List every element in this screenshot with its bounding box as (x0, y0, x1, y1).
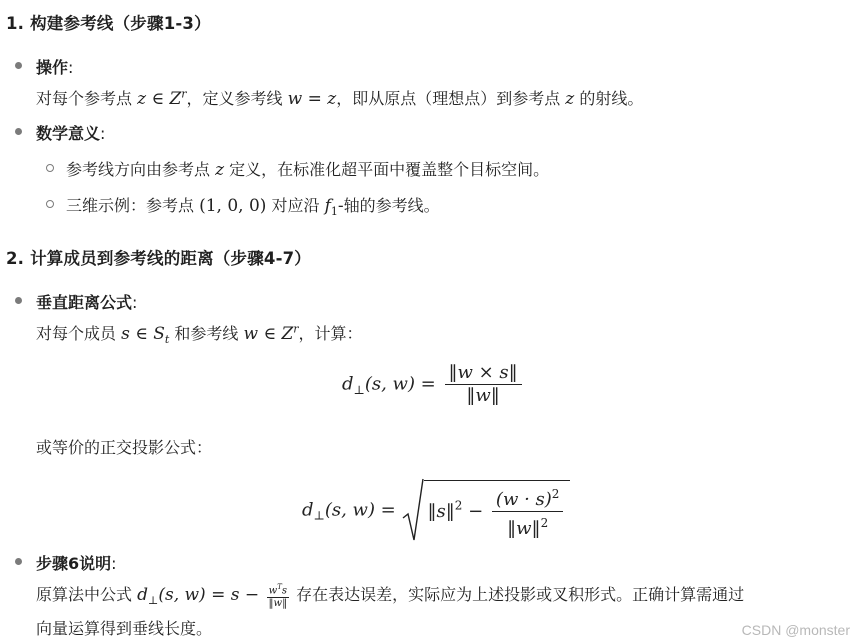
math-transpose: T (277, 583, 282, 592)
fraction-numerator (267, 582, 290, 597)
math-perp-subscript: ⊥ (147, 594, 159, 608)
fraction-denominator: ‖w‖ (268, 597, 288, 609)
math-squared: 2 (540, 516, 549, 530)
math-point: (1, 0, 0) (199, 196, 267, 216)
math-squared: 2 (551, 487, 560, 501)
math-s: s (121, 324, 130, 344)
text-fragment: 和参考线 (169, 324, 244, 343)
math-s-norm: ‖s‖ (427, 501, 455, 522)
section-1-title: 1. 构建参考线（步骤1-3） (6, 14, 211, 33)
math-f: f (324, 196, 331, 216)
bullet-dot (15, 558, 22, 565)
math-Z: Z (281, 324, 294, 344)
math-squared: 2 (454, 498, 463, 513)
fraction (492, 483, 564, 540)
text-fragment: 对应沿 (266, 196, 325, 215)
distance-formula-label: 垂直距离公式 (36, 293, 133, 312)
sub-bullet-circle (46, 164, 54, 172)
math-z: z (565, 89, 575, 109)
text-fragment: ，即从原点（理想点）到参考点 (336, 89, 566, 108)
math-perp-subscript: ⊥ (313, 508, 325, 523)
math-meaning-label-line (36, 121, 105, 144)
colon: : (111, 554, 117, 573)
bullet-dot (15, 62, 22, 69)
radical-sign-icon (402, 478, 424, 542)
text-fragment: 三维示例：参考点 (66, 196, 200, 215)
text-fragment: 的射线。 (574, 89, 644, 108)
small-fraction (267, 582, 290, 608)
colon: : (100, 124, 106, 143)
fraction (445, 362, 522, 407)
fraction-numerator (492, 483, 564, 512)
math-meaning-sub-1 (66, 157, 549, 180)
math-t-subscript: t (164, 333, 170, 347)
distance-formula-label-line (36, 290, 137, 313)
math-S: S (153, 324, 165, 344)
formula-cross-product (342, 362, 525, 407)
step6-note-line-1 (36, 582, 744, 609)
bullet-dot (15, 297, 22, 304)
math-z: z (215, 160, 225, 180)
operation-description (36, 86, 643, 109)
colon: : (68, 58, 74, 77)
distance-formula-description (36, 321, 363, 346)
math-in: ∈ (258, 324, 282, 344)
operation-label: 操作 (36, 58, 69, 77)
text-fragment: 对每个参考点 (36, 89, 138, 108)
fraction-numerator: ‖w × s‖ (445, 362, 522, 385)
formula-projection (302, 478, 570, 542)
math-w-eq-z: w = z (287, 89, 337, 109)
step6-note-label: 步骤6说明 (36, 554, 112, 573)
math-r-sup: r (293, 322, 299, 336)
text-fragment: ，定义参考线 (186, 89, 288, 108)
radicand (424, 480, 571, 540)
math-s: s (281, 585, 287, 597)
fraction-denominator: ‖w‖ (466, 385, 500, 406)
square-root (402, 478, 571, 542)
bullet-dot (15, 128, 22, 135)
text-fragment: 原算法中公式 (36, 585, 138, 604)
math-args: (s, w) = (324, 499, 402, 521)
sub-bullet-circle (46, 200, 54, 208)
math-f-subscript: 1 (330, 205, 338, 219)
alternative-formula-text: 或等价的正交投影公式： (36, 438, 213, 457)
math-d: d (137, 585, 148, 605)
math-minus: − (462, 501, 489, 522)
math-d: d (342, 373, 354, 395)
math-in: ∈ (129, 324, 154, 344)
math-meaning-sub-2 (66, 193, 440, 218)
text-fragment: 参考线方向由参考点 (66, 160, 216, 179)
math-Z: Z (169, 89, 182, 109)
text-fragment: ，计算： (298, 324, 363, 343)
math-d: d (302, 499, 314, 521)
math-dot-product: (w · s) (495, 489, 552, 510)
math-w: w (268, 585, 278, 597)
math-r-sup: r (181, 87, 187, 101)
colon: : (132, 293, 138, 312)
math-w: w (243, 324, 259, 344)
math-args: (s, w) = (364, 373, 442, 395)
operation-label-line (36, 55, 73, 78)
text-fragment: 定义，在标准化超平面中覆盖整个目标空间。 (224, 160, 550, 179)
math-meaning-label: 数学意义 (36, 124, 101, 143)
text-fragment: -轴的参考线。 (337, 196, 440, 215)
math-perp-subscript: ⊥ (353, 383, 365, 398)
math-z: z (137, 89, 147, 109)
math-args: (s, w) = s − (158, 585, 265, 605)
text-fragment: 存在表达误差，实际应为上述投影或叉积形式。正确计算需通过 (291, 585, 745, 604)
text-fragment: 对每个成员 (36, 324, 122, 343)
watermark: CSDN @monster (741, 622, 850, 638)
math-in: ∈ (146, 89, 170, 109)
step6-note-line-2: 向量运算得到垂线长度。 (36, 619, 213, 638)
fraction-denominator (492, 512, 564, 540)
section-2-title: 2. 计算成员到参考线的距离（步骤4-7） (6, 249, 312, 268)
math-w-norm: ‖w‖ (507, 518, 541, 539)
step6-note-label-line (36, 551, 117, 574)
